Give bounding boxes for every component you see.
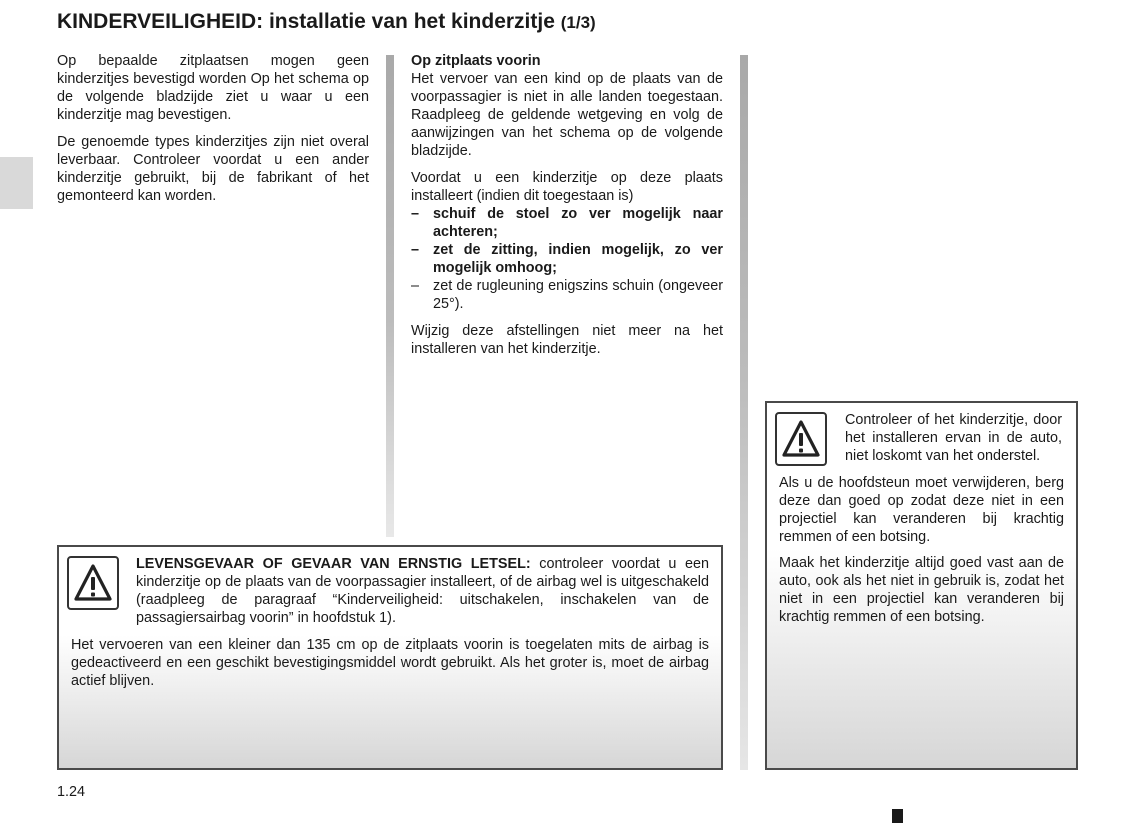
warning-right-lead: Controleer of het kinderzitje, door het installeren ervan in de auto, niet loskomt van het onderstel. (845, 412, 1062, 464)
title-text: KINDERVEILIGHEID: installatie van het kinderzitje (57, 10, 555, 33)
warning-box-right (765, 401, 1078, 770)
warning-main-lead-bold: LEVENSGEVAAR OF GEVAAR VAN ERNSTIG LETSEL: (136, 556, 531, 572)
middle-column (411, 52, 723, 367)
section-heading: Op zitplaats voorin (411, 53, 541, 69)
middle-paragraph-2: Voordat u een kinderzitje op deze plaats installeert (indien dit toegestaan is) (411, 170, 723, 204)
warning-triangle-icon (775, 412, 827, 466)
warning-main-lead-text: controleer voordat u een kinderzitje op de plaats van de voorpassagier installeert, of de airbag wel is uitgeschakeld (raadpleeg de paragraaf “Kinderveiligheid: uitschakelen, inschakelen van de passagiersairbag voorin” in hoofdstuk 1). (136, 556, 709, 626)
page-end-marker (892, 809, 903, 823)
middle-paragraph-3: Wijzig deze afstellingen niet meer na het installeren van het kinderzitje. (411, 323, 723, 357)
right-divider-bar (740, 55, 748, 770)
page-number: 1.24 (57, 784, 86, 800)
title-part: (1/3) (560, 13, 596, 32)
chapter-tab (0, 157, 33, 209)
left-paragraph-2: De genoemde types kinderzitjes zijn niet overal leverbaar. Controleer voordat u een ander kinderzitje gebruikt, bij de fabrikant of het gemonteerd kan worden. (57, 134, 369, 204)
warning-main-body: Het vervoeren van een kleiner dan 135 cm op de zitplaats voorin is toegelaten mits de airbag is gedeactiveerd en een geschikt bevestigingsmiddel wordt gebruikt. Als het groter is, moet de airbag actief blijven. (71, 637, 709, 689)
list-item: – zet de rugleuning enigszins schuin (ongeveer 25°). (411, 277, 723, 313)
left-paragraph-1: Op bepaalde zitplaatsen mogen geen kinderzitjes bevestigd worden Op het schema op de volgende bladzijde ziet u waar u een kinderzitje mag bevestigen. (57, 53, 369, 123)
list-item: – zet de zitting, indien mogelijk, zo ver mogelijk omhoog; (411, 241, 723, 277)
list-item: – schuif de stoel zo ver mogelijk naar achteren; (411, 205, 723, 241)
warning-right-paragraph-2: Maak het kinderzitje altijd goed vast aan de auto, ook als het niet in gebruik is, zodat het niet in een projectiel kan veranderen bij krachtig remmen of een botsing. (779, 555, 1064, 625)
instruction-list (411, 205, 723, 313)
warning-main-lead (136, 555, 709, 627)
warning-right-paragraph-1: Als u de hoofdsteun moet verwijderen, berg deze dan goed op zodat deze niet in een projectiel kan veranderen bij krachtig remmen of een botsing. (779, 475, 1064, 545)
middle-paragraph-1: Het vervoer van een kind op de plaats van de voorpassagier is niet in alle landen toegestaan. Raadpleeg de geldende wetgeving en volg de aanwijzingen van het schema op de volgende bladzijde. (411, 71, 723, 159)
page-title (57, 10, 596, 34)
left-column (57, 52, 369, 214)
warning-triangle-icon (67, 556, 119, 610)
column-divider-bar (386, 55, 394, 537)
warning-box-main (57, 545, 723, 770)
